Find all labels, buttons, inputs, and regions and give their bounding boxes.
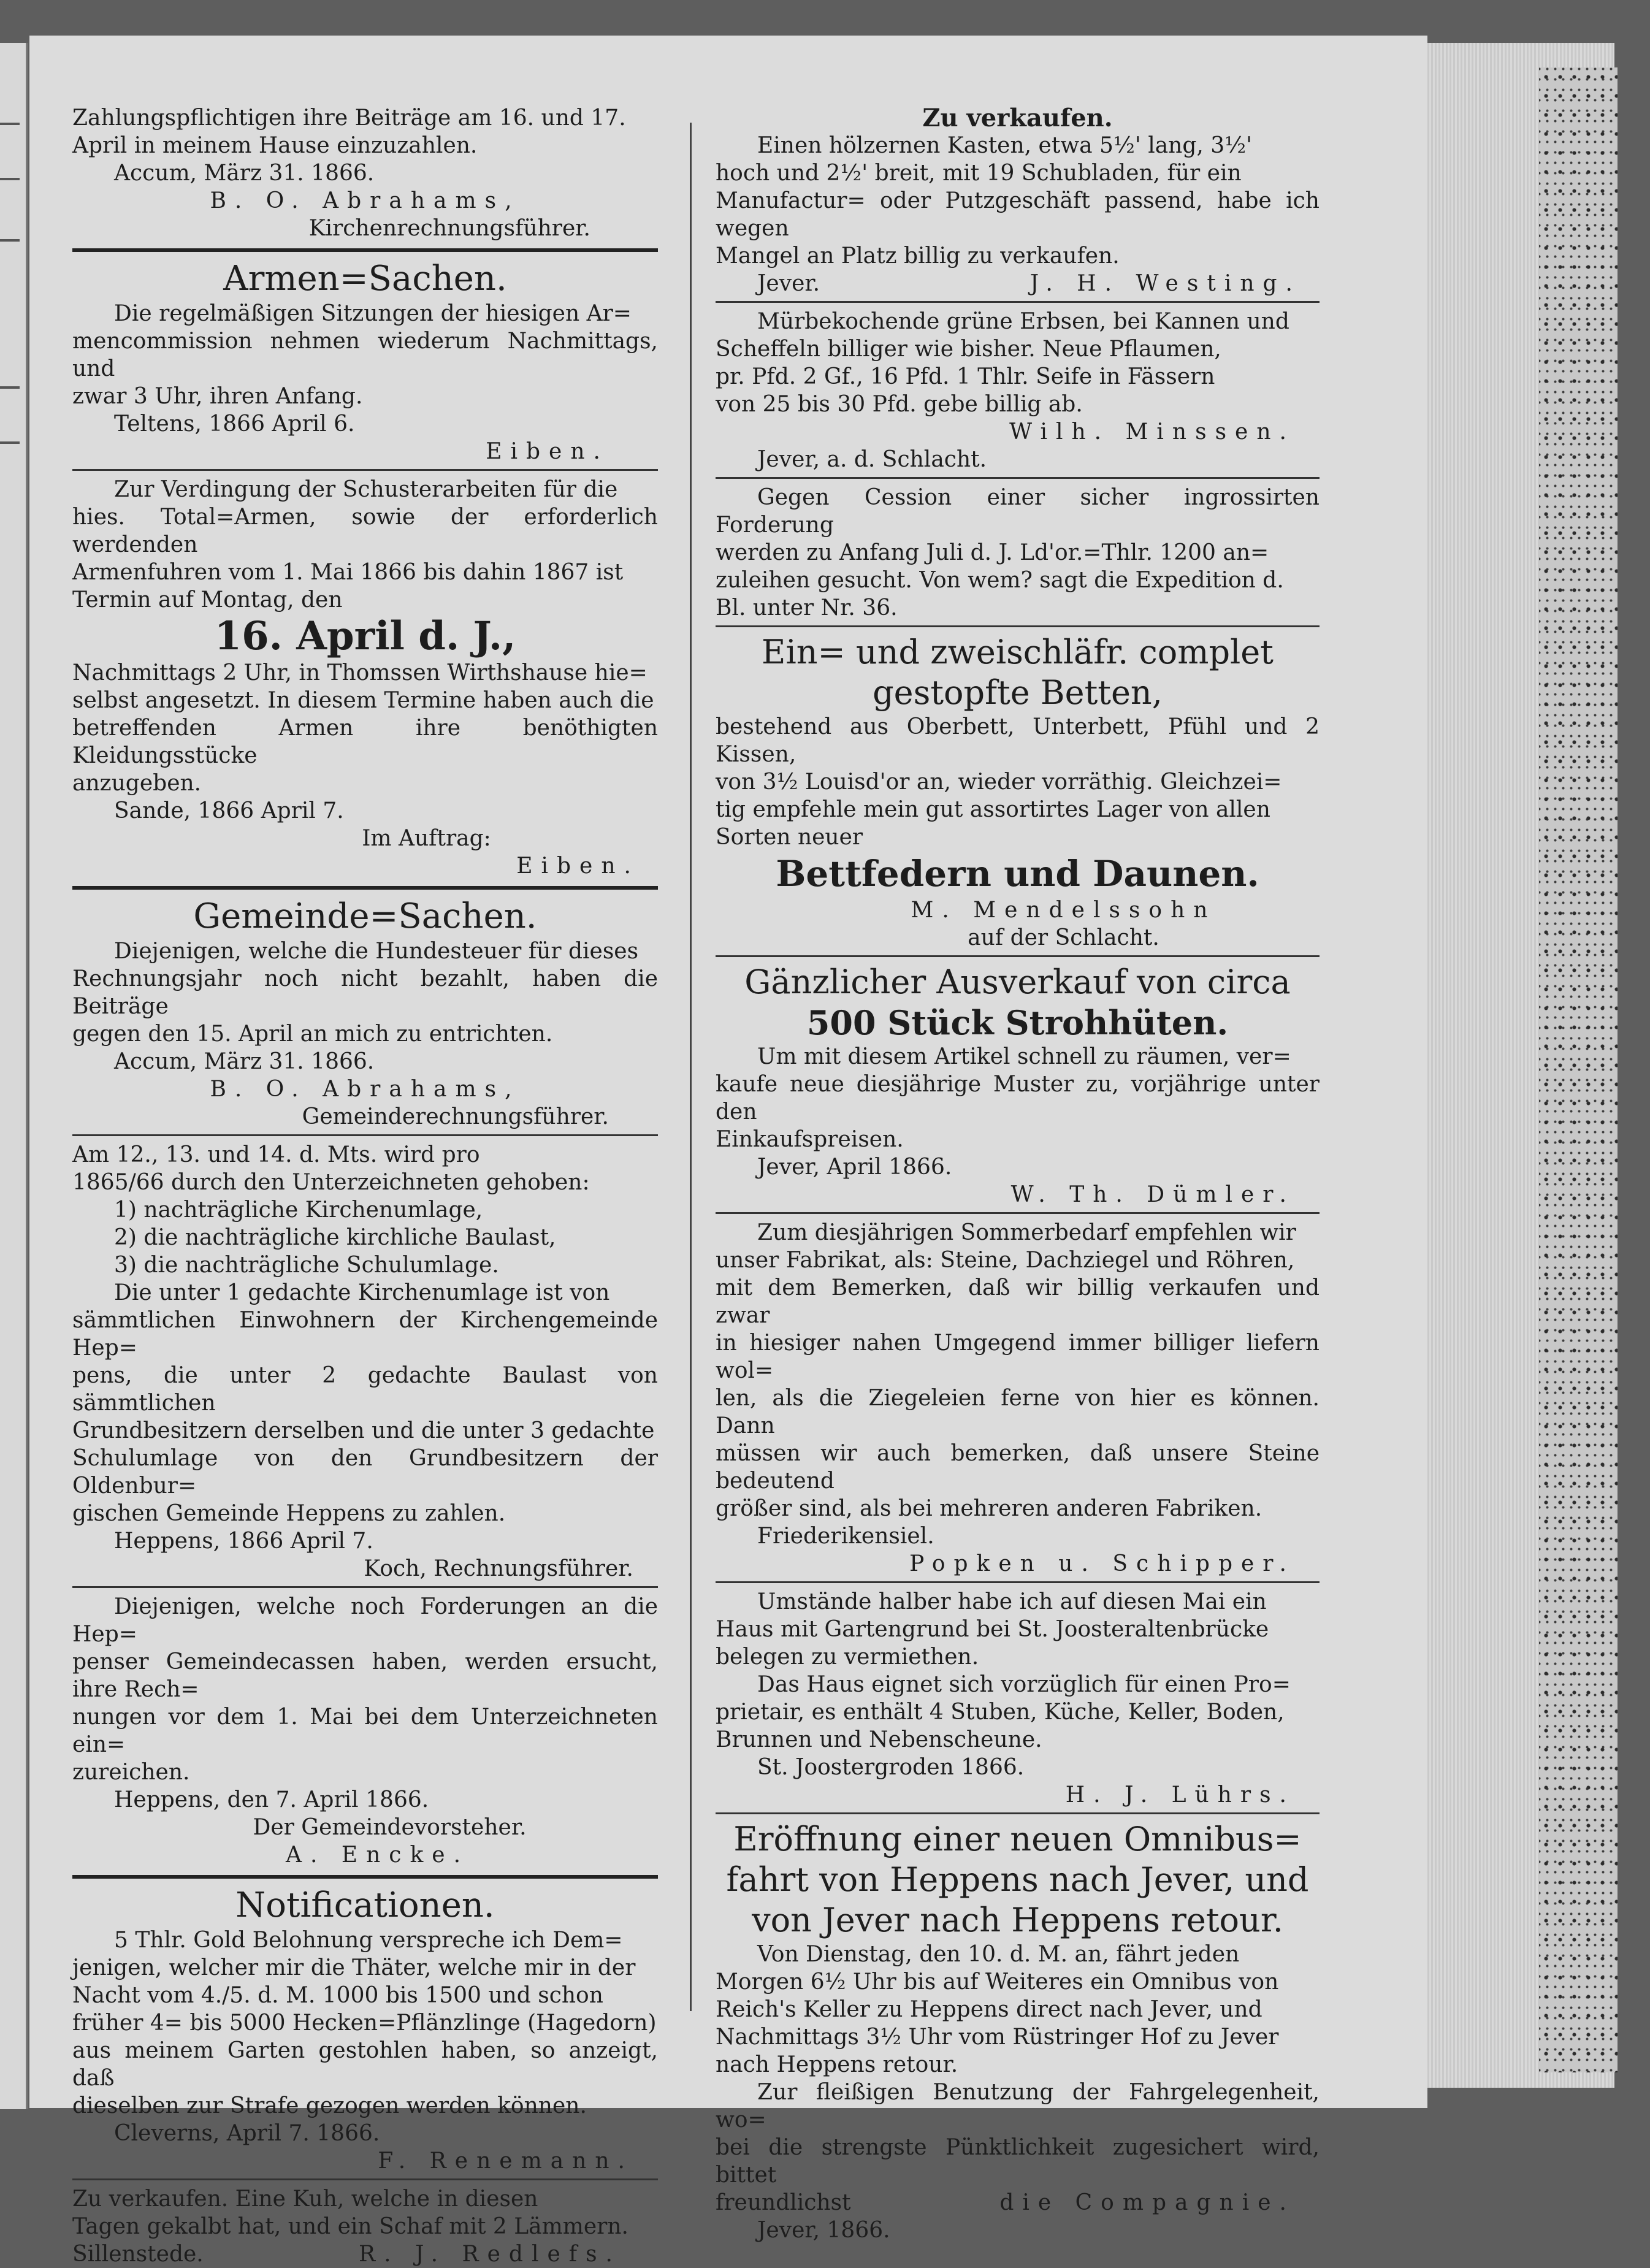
signature: Eiben. [516,853,640,879]
text-line: Einkaufspreisen. [716,1127,904,1152]
text-line: müssen wir auch bemerken, daß unsere Steine bedeutend [716,1441,1320,1494]
advert-heading: gestopfte Betten, [873,673,1163,712]
place-date: Heppens, 1866 April 7. [114,1529,373,1554]
text-line: jenigen, welcher mir die Thäter, welche mir in der [72,1955,636,1980]
section-heading-gemeinde: Gemeinde=Sachen. [193,896,537,936]
text-line: penser Gemeindecassen haben, werden ersucht, ihre Rech= [72,1649,658,1702]
signature-role: Gemeinderechnungsführer. [302,1104,609,1129]
signature: A. Encke. [285,1842,470,1868]
notice-rule [716,625,1320,627]
notice-sommerbedarf [716,1219,1320,1578]
place-date: Accum, März 31. 1866. [114,161,375,186]
signature: B. O. Abrahams, [210,1077,521,1102]
text-line: Umstände halber habe ich auf diesen Mai ein [757,1589,1267,1614]
text-line: Um mit diesem Artikel schnell zu räumen, ver= [757,1044,1291,1069]
text-line: Von Dienstag, den 10. d. M. an, fährt jeden [757,1942,1240,1967]
text-line: pr. Pfd. 2 Gf., 16 Pfd. 1 Thlr. Seife in Fässern [716,364,1215,389]
text-line: Schulumlage von den Grundbesitzern der Oldenbur= [72,1446,658,1499]
notice-haus [716,1588,1320,1809]
text-line: Zum diesjährigen Sommerbedarf empfehlen wir [757,1220,1296,1245]
text-line: hoch und 2½' breit, mit 19 Schubladen, für ein [716,161,1242,186]
text-line: bestehend aus Oberbett, Unterbett, Pfühl und 2 Kissen, [716,714,1320,767]
advert-betten [716,632,1320,952]
list-item: 2) die nachträgliche kirchliche Baulast, [114,1225,556,1250]
notice-hundesteuer [72,937,658,1131]
place-date: Cleverns, April 7. 1866. [114,2121,380,2146]
notice-rule [72,1586,658,1588]
signature: Wilh. Minssen. [1009,419,1295,445]
text-line: Bl. unter Nr. 36. [716,595,898,620]
section-heading-notificationen: Notificationen. [235,1885,495,1925]
text-line: prietair, es enthält 4 Stuben, Küche, Keller, Boden, [716,1700,1285,1725]
text-line: Armenfuhren vom 1. Mai 1866 bis dahin 1867 ist [72,560,624,585]
notice-rule [716,955,1320,957]
text-line: bei die strengste Pünktlichkeit zugesichert wird, bittet [716,2135,1320,2188]
section-heading-armen: Armen=Sachen. [223,259,507,299]
text-line: Haus mit Gartengrund bei St. Joosteraltenbrücke [716,1617,1269,1642]
list-item: 1) nachträgliche Kirchenumlage, [114,1197,483,1223]
notice-kuh-verkauf [72,2185,658,2268]
text-line: Sorten neuer [716,825,863,850]
text-line: nach Heppens retour. [716,2052,958,2077]
text-line: kaufe neue diesjährige Muster zu, vorjährige unter den [716,1072,1320,1124]
text-line: Nachmittags 2 Uhr, in Thomssen Wirthshause hie= [72,660,647,685]
signature: Koch, Rechnungsführer. [364,1556,633,1581]
signature: Popken u. Schipper. [909,1551,1295,1576]
list-item: 3) die nachträgliche Schulumlage. [114,1253,499,1278]
place-date: Jever, April 1866. [757,1155,952,1180]
text-line: von 3½ Louisd'or an, wieder vorräthig. Gleichzei= [716,769,1282,795]
advert-heading: Bettfedern und Daunen. [776,853,1259,895]
auftrag-label: Im Auftrag: [362,826,491,851]
place-date: Accum, März 31. 1866. [114,1049,375,1074]
place-date: Jever, a. d. Schlacht. [757,447,987,472]
text-line: werden zu Anfang Juli d. J. Ld'or.=Thlr. 1200 an= [716,540,1269,565]
left-page-text-stub [0,441,20,444]
text-line: pens, die unter 2 gedachte Baulast von sämmtlichen [72,1363,658,1416]
place-date: Heppens, den 7. April 1866. [114,1787,429,1812]
text-line: len, als die Ziegeleien ferne von hier es können. Dann [716,1386,1320,1438]
text-line: belegen zu vermiethen. [716,1644,979,1670]
advert-heading: Gänzlicher Ausverkauf von circa [744,963,1291,1001]
text-line: April in meinem Hause einzuzahlen. [72,133,478,158]
column-divider [690,123,692,2011]
signature: M. Mendelssohn [911,898,1216,923]
text-line: tig empfehle mein gut assortirtes Lager von allen [716,797,1270,822]
signature: R. J. Redlefs. [358,2242,621,2267]
signature: Eiben. [486,439,609,464]
left-page-text-stub [0,386,20,389]
text-line: mit dem Bemerken, daß wir billig verkaufen und zwar [716,1275,1320,1328]
sign-row [72,2240,658,2268]
notice-schusterarbeiten [72,476,658,880]
text-line: aus meinem Garten gestohlen haben, so anzeigt, daß [72,2038,658,2091]
advert-heading: Ein= und zweischläfr. complet [762,633,1274,671]
section-rule [72,1875,658,1879]
left-column [72,104,658,2268]
section-rule [72,248,658,252]
text-line: Nachmittags 3½ Uhr vom Rüstringer Hof zu Jever [716,2025,1279,2050]
notice-rule [72,469,658,471]
text-line: zuleihen gesucht. Von wem? sagt die Expedition d. [716,568,1284,593]
text-line: früher 4= bis 5000 Hecken=Pflänzlinge (Hagedorn) [72,2010,657,2036]
notice-kasten [716,132,1320,297]
text-line: Die unter 1 gedachte Kirchenumlage ist von [114,1280,610,1305]
text-line: 5 Thlr. Gold Belohnung verspreche ich Dem= [114,1928,623,1953]
speckled-page-edge [1539,67,1618,2072]
notice-rule [716,1581,1320,1583]
text-line: Die regelmäßigen Sitzungen der hiesigen Ar= [114,301,632,326]
text-line: Rechnungsjahr noch nicht bezahlt, haben die Beiträge [72,966,658,1019]
left-page-text-stub [0,239,20,242]
place-date: Sillenstede. [72,2242,204,2267]
text-line: Diejenigen, welche noch Forderungen an die Hep= [72,1594,658,1647]
section-rule [72,886,658,890]
text-line: größer sind, als bei mehreren anderen Fabriken. [716,1496,1262,1521]
text-line: freundlichst [716,2190,851,2215]
notice-forderungen [72,1593,658,1869]
text-line: Einen hölzernen Kasten, etwa 5½' lang, 3½' [757,133,1252,158]
place-date: Jever. [757,271,820,296]
advert-heading: von Jever nach Heppens retour. [752,1901,1283,1939]
advert-heading: Eröffnung einer neuen Omnibus= [733,1820,1302,1858]
place-date: Teltens, 1866 April 6. [114,411,355,437]
advert-omnibus [716,1819,1320,2244]
text-line: anzugeben. [72,771,202,796]
text-line: in hiesiger nahen Umgegend immer billiger liefern wol= [716,1331,1320,1383]
advert-heading: 500 Stück Strohhüten. [806,1003,1229,1042]
text-line: zwar 3 Uhr, ihren Anfang. [72,384,363,409]
left-page-text-stub [0,123,20,125]
text-line: 1865/66 durch den Unterzeichneten gehoben: [72,1170,590,1195]
text-line: zureichen. [72,1760,190,1785]
place-date: Friederikensiel. [757,1524,934,1549]
advert-strohhuete [716,962,1320,1208]
notice-rule [716,477,1320,479]
text-line: Reich's Keller zu Heppens direct nach Jever, und [716,1997,1262,2022]
notice-cession [716,484,1320,622]
termin-date: 16. April d. J., [214,613,516,659]
signature-role: Der Gemeindevorsteher. [253,1815,527,1840]
text-line: Grundbesitzern derselben und die unter 3 gedachte [72,1418,655,1443]
notice-rule [72,1134,658,1136]
text-line: Mürbekochende grüne Erbsen, bei Kannen und [757,309,1289,334]
text-line: Mangel an Platz billig zu verkaufen. [716,243,1120,269]
notice-rule [716,1812,1320,1814]
place-date: auf der Schlacht. [968,925,1159,950]
text-line: hies. Total=Armen, sowie der erforderlich werdenden [72,505,658,557]
advert-heading: fahrt von Heppens nach Jever, und [726,1860,1309,1899]
text-line: Zur Verdingung der Schusterarbeiten für die [114,477,618,502]
text-line: Zahlungspflichtigen ihre Beiträge am 16. und 17. [72,105,626,131]
notice-belohnung [72,1926,658,2175]
right-column [716,104,1320,2244]
text-line: Morgen 6½ Uhr bis auf Weiteres ein Omnibus von [716,1969,1279,1995]
notice-erbsen [716,308,1320,473]
text-line: Brunnen und Nebenscheune. [716,1727,1042,1752]
signature: H. J. Lührs. [1065,1782,1295,1808]
text-line: Manufactur= oder Putzgeschäft passend, habe ich wegen [716,188,1320,241]
left-page-text-stub [0,178,20,180]
signature: B. O. Abrahams, [210,188,521,213]
place-date: Sande, 1866 April 7. [114,798,344,823]
text-line: Zur fleißigen Benutzung der Fahrgelegenheit, wo= [716,2080,1320,2132]
text-line: Das Haus eignet sich vorzüglich für einen Pro= [757,1672,1291,1697]
text-line: Gegen Cession einer sicher ingrossirten Forderung [716,485,1320,538]
text-line: unser Fabrikat, als: Steine, Dachziegel und Röhren, [716,1248,1295,1273]
text-line: dieselben zur Strafe gezogen werden können. [72,2093,587,2118]
text-line: Tagen gekalbt hat, und ein Schaf mit 2 Lämmern. [72,2214,628,2239]
sign-row [716,2189,1320,2216]
notice-rule [716,301,1320,303]
left-page-edge [0,43,28,2109]
signature: die Compagnie. [999,2190,1295,2215]
place-date: St. Joostergroden 1866. [757,1755,1025,1780]
text-line: Zu verkaufen. Eine Kuh, welche in diesen [72,2186,538,2212]
signature-role: Kirchenrechnungsführer. [308,216,590,241]
text-line: nungen vor dem 1. Mai bei dem Unterzeichneten ein= [72,1705,658,1757]
text-line: Diejenigen, welche die Hundesteuer für dieses [114,939,639,964]
signature: J. H. Westing. [1029,271,1301,296]
text-line: gegen den 15. April an mich zu entrichten. [72,1021,553,1047]
notice-rule [72,2178,658,2180]
notice-armen-sitzungen [72,300,658,465]
text-line: von 25 bis 30 Pfd. gebe billig ab. [716,392,1083,417]
text-line: mencommission nehmen wiederum Nachmittags, und [72,329,658,381]
text-line: Termin auf Montag, den [72,587,343,613]
place-date: Jever, 1866. [757,2218,890,2243]
text-line: betreffenden Armen ihre benöthigten Kleidungsstücke [72,716,658,768]
signature: W. Th. Dümler. [1010,1182,1295,1207]
text-line: sämmtlichen Einwohnern der Kirchengemeinde Hep= [72,1308,658,1361]
signature: F. Renemann. [378,2148,633,2174]
text-line: gischen Gemeinde Heppens zu zahlen. [72,1501,506,1526]
notice-rule [716,1212,1320,1214]
notice-kirchenrechnung [72,104,658,242]
notice-umlagen [72,1141,658,1583]
sign-row [716,270,1320,297]
section-heading-zu-verkaufen: Zu verkaufen. [922,104,1113,132]
text-line: Nacht vom 4./5. d. M. 1000 bis 1500 und schon [72,1983,603,2008]
text-line: Scheffeln billiger wie bisher. Neue Pflaumen, [716,337,1221,362]
text-line: Am 12., 13. und 14. d. Mts. wird pro [72,1142,480,1167]
text-line: selbst angesetzt. In diesem Termine haben auch die [72,688,654,713]
